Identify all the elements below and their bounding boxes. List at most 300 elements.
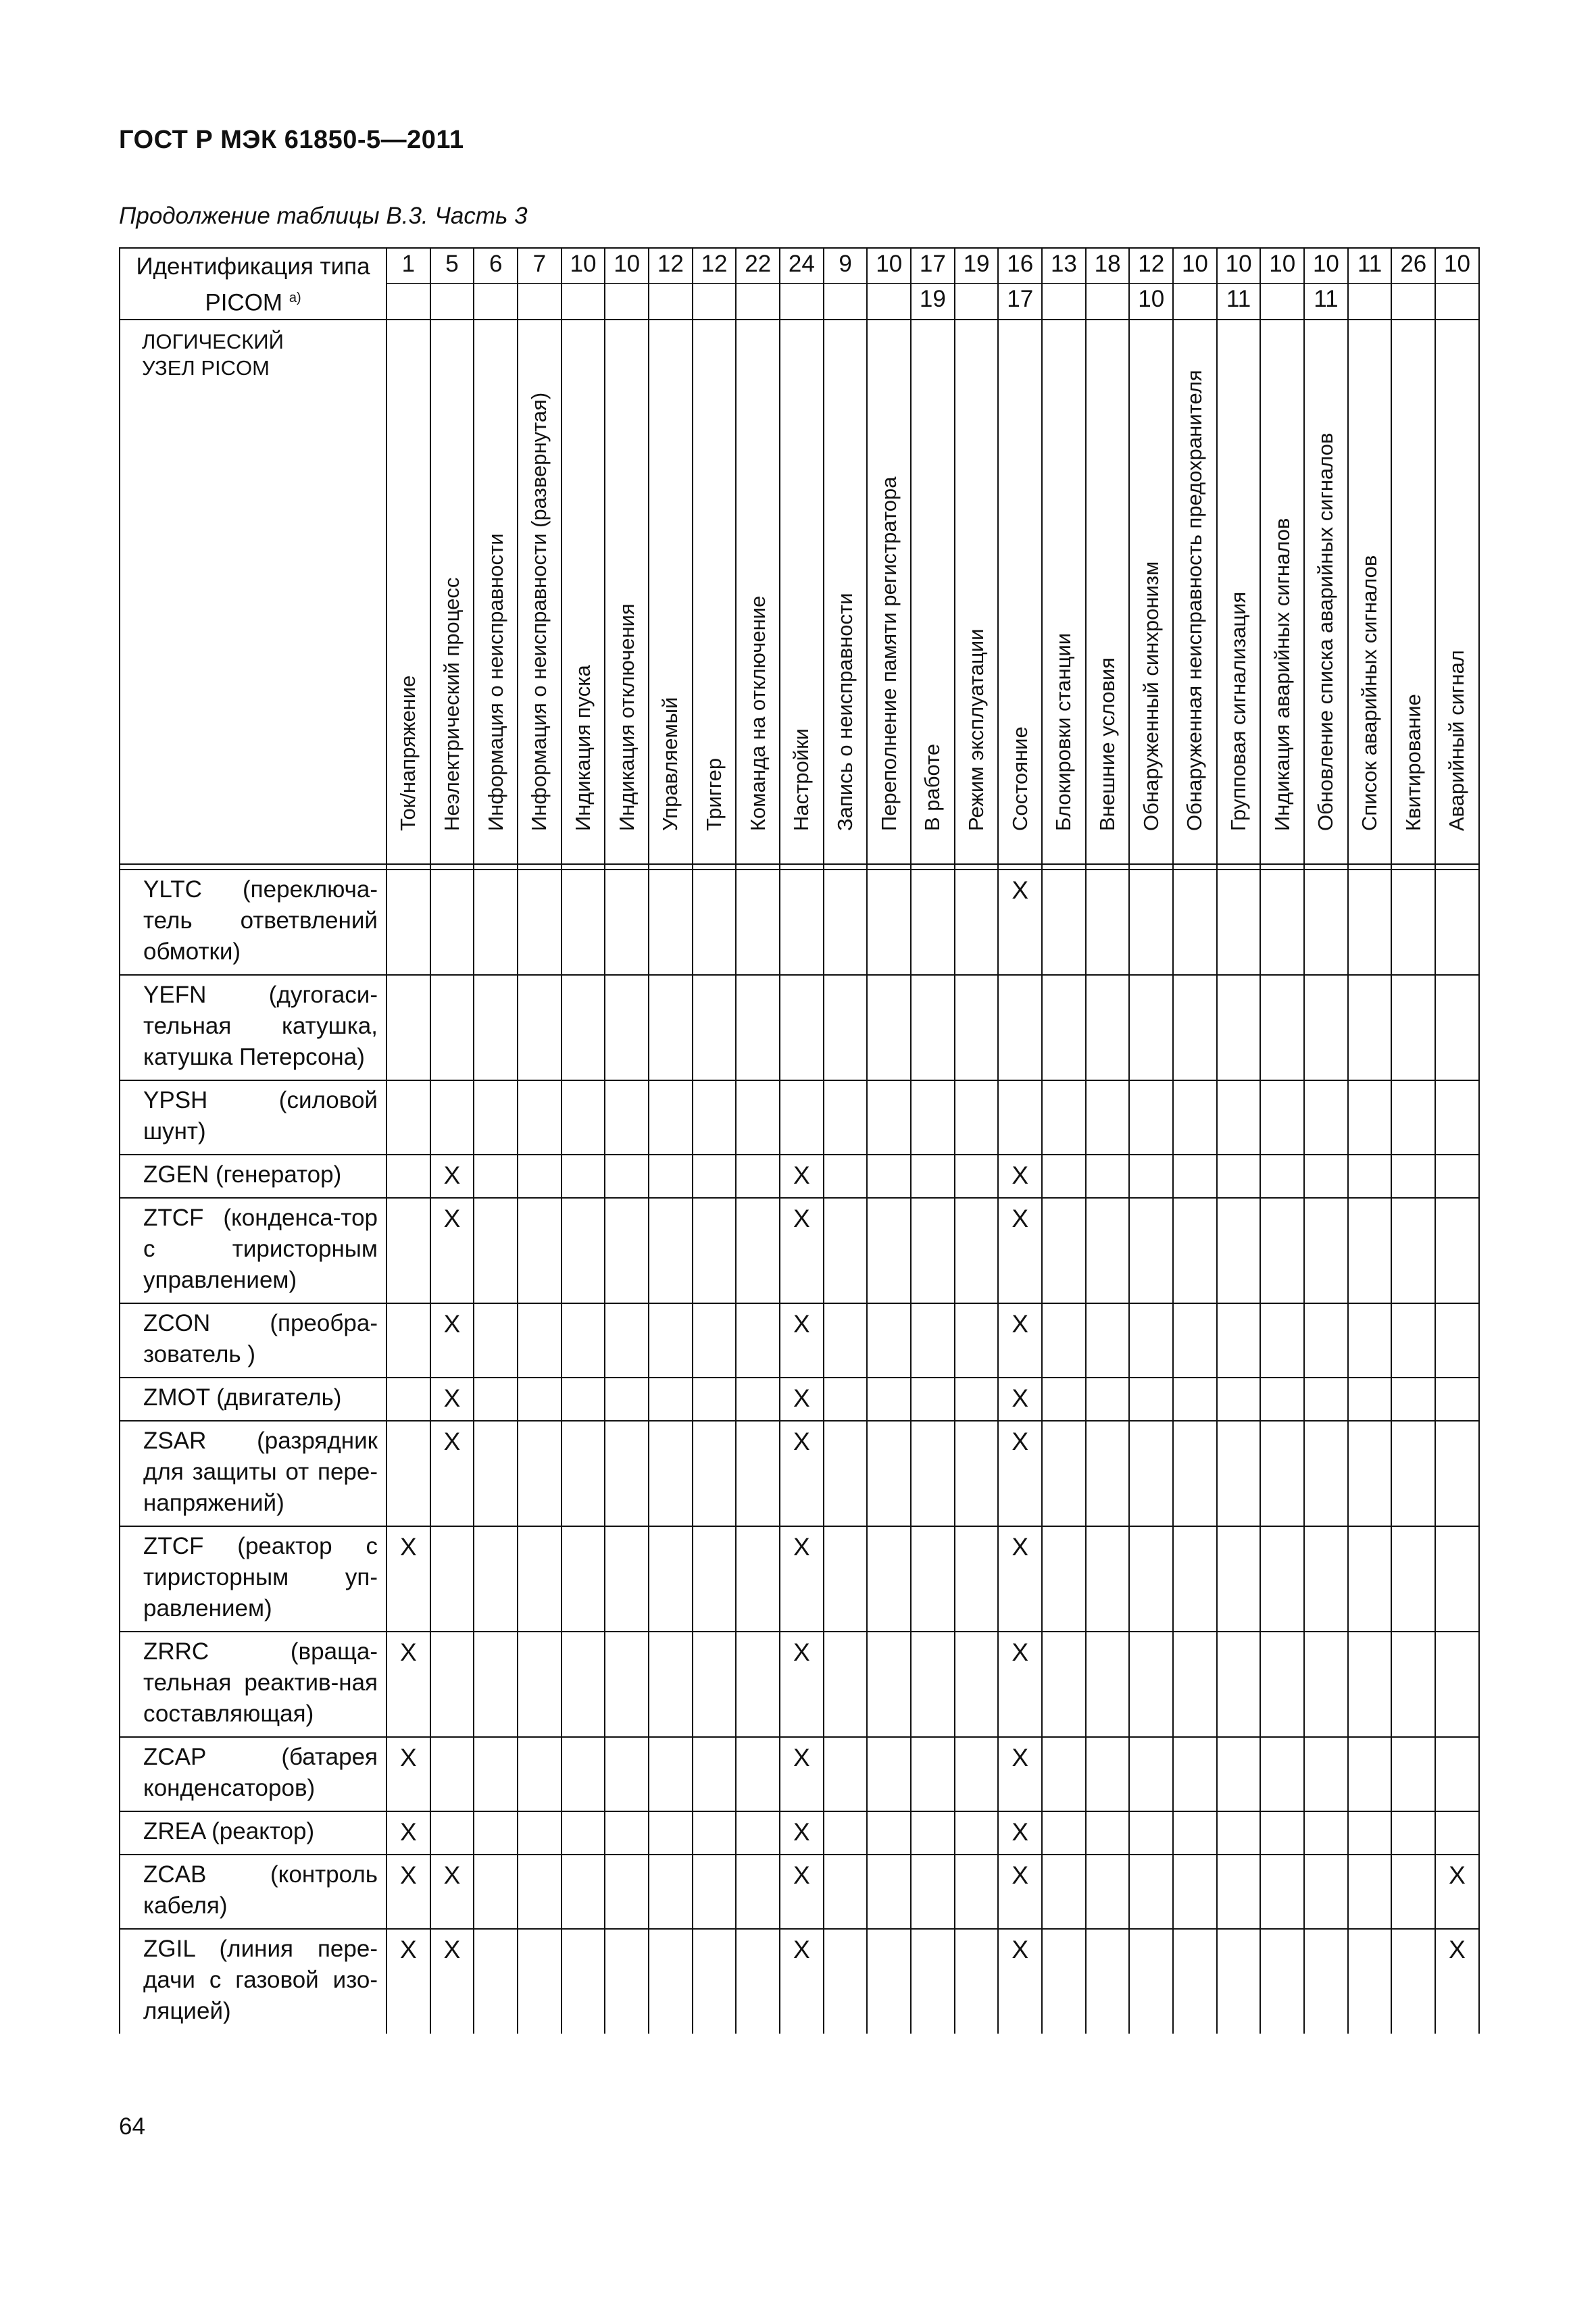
mark-cell — [474, 1155, 518, 1198]
column-header — [955, 320, 999, 864]
mark-cell — [1348, 1303, 1392, 1378]
table-row — [120, 1155, 1479, 1198]
mark-cell — [911, 1080, 955, 1155]
header-separator — [474, 864, 518, 870]
mark-cell — [1217, 1378, 1261, 1421]
picom-type-number-secondary — [736, 284, 780, 320]
mark-cell — [736, 1855, 780, 1929]
picom-type-number: 11 — [1348, 248, 1392, 284]
mark-cell — [955, 1080, 999, 1155]
picom-type-number: 10 — [1173, 248, 1217, 284]
mark-cell — [824, 975, 868, 1080]
header-separator — [430, 864, 474, 870]
mark-cell — [430, 1811, 474, 1855]
mark-cell — [1348, 1632, 1392, 1737]
header-separator — [649, 864, 693, 870]
column-header-label: Настройки — [789, 728, 814, 831]
mark-cell — [911, 1929, 955, 2034]
column-header-label: Блокировки станции — [1051, 632, 1076, 831]
mark-cell — [605, 1155, 649, 1198]
mark-cell — [693, 1737, 737, 1811]
mark-cell — [911, 1526, 955, 1632]
column-header — [1086, 320, 1130, 864]
mark-cell — [824, 1632, 868, 1737]
mark-cell — [1260, 1303, 1304, 1378]
mark-cell — [1348, 1737, 1392, 1811]
mark-cell — [1391, 975, 1435, 1080]
mark-cell: X — [998, 1929, 1042, 2034]
picom-type-number-secondary — [649, 284, 693, 320]
page-number: 64 — [119, 2113, 145, 2140]
mark-cell: X — [386, 1811, 430, 1855]
picom-type-number: 5 — [430, 248, 474, 284]
mark-cell — [1086, 975, 1130, 1080]
mark-cell — [867, 1929, 911, 2034]
picom-type-number: 12 — [1129, 248, 1173, 284]
header-separator — [867, 864, 911, 870]
table-row — [120, 1526, 1479, 1632]
picom-type-number-secondary — [1173, 284, 1217, 320]
mark-cell: X — [386, 1632, 430, 1737]
mark-cell — [1217, 1198, 1261, 1303]
column-header — [693, 320, 737, 864]
logical-node-name: ZSAR (разрядник для защиты от пере-напряжений) — [120, 1421, 386, 1526]
header-separator — [911, 864, 955, 870]
mark-cell — [736, 1378, 780, 1421]
mark-cell — [518, 1632, 562, 1737]
mark-cell — [824, 870, 868, 975]
mark-cell — [518, 1811, 562, 1855]
column-header-label: Команда на отключение — [745, 595, 770, 831]
mark-cell — [911, 1737, 955, 1811]
mark-cell — [867, 975, 911, 1080]
logical-node-name: ZMOT (двигатель) — [120, 1378, 386, 1421]
mark-cell — [911, 1155, 955, 1198]
picom-type-number: 1 — [386, 248, 430, 284]
table-row — [120, 1080, 1479, 1155]
header-separator — [1435, 864, 1479, 870]
mark-cell — [1042, 1929, 1086, 2034]
mark-cell — [1260, 1737, 1304, 1811]
picom-type-number: 6 — [474, 248, 518, 284]
mark-cell: X — [780, 1303, 824, 1378]
column-header-label: Квитирование — [1401, 693, 1425, 831]
table-row — [120, 1929, 1479, 2034]
mark-cell — [1217, 870, 1261, 975]
header-separator — [562, 864, 605, 870]
mark-cell — [736, 1811, 780, 1855]
table-row — [120, 1198, 1479, 1303]
mark-cell — [1348, 1378, 1392, 1421]
mark-cell — [867, 1378, 911, 1421]
mark-cell — [1435, 870, 1479, 975]
mark-cell — [474, 1303, 518, 1378]
mark-cell — [1086, 1303, 1130, 1378]
mark-cell — [1217, 975, 1261, 1080]
mark-cell — [1173, 1378, 1217, 1421]
mark-cell: X — [780, 1378, 824, 1421]
mark-cell — [1042, 1378, 1086, 1421]
mark-cell — [1391, 1378, 1435, 1421]
mark-cell — [518, 1737, 562, 1811]
column-header — [1391, 320, 1435, 864]
mark-cell — [1348, 1080, 1392, 1155]
mark-cell — [1391, 1198, 1435, 1303]
mark-cell — [693, 975, 737, 1080]
mark-cell — [955, 1303, 999, 1378]
mark-cell — [474, 1198, 518, 1303]
picom-type-number-secondary — [780, 284, 824, 320]
picom-type-number-secondary — [605, 284, 649, 320]
mark-cell — [430, 1080, 474, 1155]
mark-cell — [386, 1198, 430, 1303]
column-header — [1129, 320, 1173, 864]
picom-type-number-secondary — [867, 284, 911, 320]
mark-cell — [605, 1855, 649, 1929]
mark-cell — [1391, 1855, 1435, 1929]
mark-cell — [911, 1378, 955, 1421]
column-header — [911, 320, 955, 864]
column-header-label: Список аварийных сигналов — [1357, 555, 1382, 831]
mark-cell — [649, 1303, 693, 1378]
ident-type-footnote: a) — [289, 291, 301, 305]
mark-cell — [1042, 1421, 1086, 1526]
mark-cell — [955, 1198, 999, 1303]
mark-cell — [867, 870, 911, 975]
mark-cell — [867, 1811, 911, 1855]
mark-cell — [998, 975, 1042, 1080]
mark-cell — [518, 1855, 562, 1929]
column-header — [518, 320, 562, 864]
mark-cell — [1348, 1198, 1392, 1303]
mark-cell — [518, 975, 562, 1080]
mark-cell — [1173, 1421, 1217, 1526]
picom-type-number: 24 — [780, 248, 824, 284]
mark-cell — [386, 870, 430, 975]
logical-node-header — [120, 320, 386, 864]
table-row — [120, 1303, 1479, 1378]
mark-cell — [1129, 870, 1173, 975]
picom-type-number-secondary: 11 — [1217, 284, 1261, 320]
mark-cell — [1260, 1526, 1304, 1632]
logical-node-name: ZRRC (враща-тельная реактив-ная составляющая) — [120, 1632, 386, 1737]
mark-cell — [1173, 1080, 1217, 1155]
mark-cell — [824, 1855, 868, 1929]
mark-cell — [911, 1198, 955, 1303]
logical-node-name: ZGIL (линия пере-дачи с газовой изо-ляцией) — [120, 1929, 386, 2034]
mark-cell — [1042, 1811, 1086, 1855]
mark-cell — [1304, 1632, 1348, 1737]
mark-cell — [780, 975, 824, 1080]
mark-cell — [649, 1378, 693, 1421]
logical-node-name: YPSH (силовой шунт) — [120, 1080, 386, 1155]
mark-cell — [1435, 975, 1479, 1080]
column-header-label: Информация о неисправности (развернутая) — [527, 392, 551, 831]
column-header-label: Информация о неисправности — [483, 533, 507, 831]
mark-cell: X — [998, 1421, 1042, 1526]
logical-node-name: ZGEN (генератор) — [120, 1155, 386, 1198]
mark-cell: X — [998, 1303, 1042, 1378]
mark-cell — [1304, 1378, 1348, 1421]
mark-cell — [1042, 1303, 1086, 1378]
mark-cell — [430, 1526, 474, 1632]
mark-cell — [1391, 1811, 1435, 1855]
mark-cell: X — [998, 1155, 1042, 1198]
column-header — [824, 320, 868, 864]
column-header-label: Групповая сигнализация — [1226, 591, 1251, 831]
picom-type-number: 26 — [1391, 248, 1435, 284]
mark-cell — [867, 1855, 911, 1929]
mark-cell — [1391, 1632, 1435, 1737]
column-header-label: Запись о неисправности — [833, 593, 857, 831]
column-header-label: Управляемый — [658, 697, 682, 831]
picom-type-number-secondary — [474, 284, 518, 320]
logical-node-name: ZCAP (батарея конденсаторов) — [120, 1737, 386, 1811]
mark-cell — [867, 1526, 911, 1632]
mark-cell — [911, 1632, 955, 1737]
mark-cell — [693, 870, 737, 975]
mark-cell: X — [386, 1855, 430, 1929]
mark-cell — [955, 1632, 999, 1737]
table-row — [120, 1632, 1479, 1737]
picom-type-number-secondary — [693, 284, 737, 320]
mark-cell — [1086, 1378, 1130, 1421]
mark-cell — [605, 870, 649, 975]
mark-cell — [1086, 1855, 1130, 1929]
mark-cell — [1304, 1855, 1348, 1929]
mark-cell — [430, 1737, 474, 1811]
mark-cell — [736, 1198, 780, 1303]
mark-cell: X — [998, 1198, 1042, 1303]
header-separator — [1173, 864, 1217, 870]
mark-cell — [911, 870, 955, 975]
mark-cell — [824, 1080, 868, 1155]
mark-cell — [474, 1526, 518, 1632]
mark-cell — [1348, 1421, 1392, 1526]
mark-cell — [1042, 1632, 1086, 1737]
mark-cell — [1391, 1303, 1435, 1378]
mark-cell — [736, 1421, 780, 1526]
picom-type-number-secondary — [824, 284, 868, 320]
mark-cell — [1304, 1737, 1348, 1811]
picom-table — [119, 247, 1480, 2034]
mark-cell — [562, 1929, 605, 2034]
mark-cell — [518, 1303, 562, 1378]
mark-cell — [911, 1811, 955, 1855]
mark-cell — [1348, 870, 1392, 975]
mark-cell — [955, 1526, 999, 1632]
header-separator — [1348, 864, 1392, 870]
mark-cell — [736, 1737, 780, 1811]
header-separator — [1217, 864, 1261, 870]
mark-cell — [562, 1080, 605, 1155]
mark-cell — [1348, 975, 1392, 1080]
mark-cell — [1042, 1855, 1086, 1929]
picom-type-number: 10 — [1304, 248, 1348, 284]
mark-cell: X — [780, 1198, 824, 1303]
column-header-label: Индикация аварийных сигналов — [1270, 518, 1294, 831]
mark-cell — [867, 1080, 911, 1155]
column-header-label: Аварийный сигнал — [1445, 649, 1469, 831]
mark-cell — [386, 1421, 430, 1526]
mark-cell — [867, 1155, 911, 1198]
mark-cell — [1086, 1737, 1130, 1811]
mark-cell — [1217, 1929, 1261, 2034]
mark-cell: X — [998, 1378, 1042, 1421]
mark-cell — [386, 1303, 430, 1378]
header-separator — [1129, 864, 1173, 870]
mark-cell — [824, 1929, 868, 2034]
mark-cell — [1129, 975, 1173, 1080]
mark-cell — [1348, 1526, 1392, 1632]
header-separator — [120, 864, 386, 870]
mark-cell: X — [430, 1855, 474, 1929]
picom-type-number: 10 — [1260, 248, 1304, 284]
mark-cell — [386, 1378, 430, 1421]
mark-cell — [955, 1855, 999, 1929]
mark-cell — [1391, 1526, 1435, 1632]
header-separator — [1086, 864, 1130, 870]
mark-cell — [955, 1737, 999, 1811]
mark-cell — [1391, 1929, 1435, 2034]
picom-type-number: 10 — [867, 248, 911, 284]
mark-cell — [649, 870, 693, 975]
mark-cell — [1129, 1303, 1173, 1378]
mark-cell — [1173, 1811, 1217, 1855]
mark-cell: X — [1435, 1855, 1479, 1929]
mark-cell — [1435, 1080, 1479, 1155]
mark-cell — [736, 1632, 780, 1737]
column-header — [1042, 320, 1086, 864]
mark-cell — [1217, 1526, 1261, 1632]
mark-cell — [1217, 1737, 1261, 1811]
header-separator — [736, 864, 780, 870]
mark-cell — [955, 1811, 999, 1855]
mark-cell — [605, 1811, 649, 1855]
mark-cell — [867, 1421, 911, 1526]
mark-cell — [1260, 870, 1304, 975]
mark-cell — [1042, 1737, 1086, 1811]
mark-cell — [1304, 1526, 1348, 1632]
mark-cell — [1173, 1855, 1217, 1929]
mark-cell — [649, 1855, 693, 1929]
mark-cell — [1217, 1855, 1261, 1929]
table-row — [120, 1855, 1479, 1929]
mark-cell — [824, 1811, 868, 1855]
mark-cell: X — [430, 1378, 474, 1421]
header-separator — [518, 864, 562, 870]
mark-cell — [1391, 1080, 1435, 1155]
mark-cell: X — [780, 1929, 824, 2034]
mark-cell: X — [430, 1155, 474, 1198]
picom-type-number-secondary — [1042, 284, 1086, 320]
picom-type-number: 10 — [1435, 248, 1479, 284]
picom-type-number-secondary — [1086, 284, 1130, 320]
column-header — [386, 320, 430, 864]
picom-type-number-secondary — [562, 284, 605, 320]
mark-cell — [693, 1526, 737, 1632]
mark-cell — [1435, 1811, 1479, 1855]
mark-cell — [1129, 1198, 1173, 1303]
mark-cell — [562, 1198, 605, 1303]
header-separator — [1391, 864, 1435, 870]
mark-cell — [1348, 1855, 1392, 1929]
mark-cell — [518, 1526, 562, 1632]
mark-cell — [736, 1155, 780, 1198]
mark-cell: X — [780, 1737, 824, 1811]
mark-cell — [693, 1303, 737, 1378]
mark-cell — [1260, 975, 1304, 1080]
picom-type-number-secondary: 17 — [998, 284, 1042, 320]
mark-cell — [693, 1080, 737, 1155]
column-header — [474, 320, 518, 864]
mark-cell — [1173, 975, 1217, 1080]
mark-cell — [605, 1737, 649, 1811]
mark-cell — [1348, 1811, 1392, 1855]
mark-cell: X — [998, 1811, 1042, 1855]
mark-cell — [1304, 975, 1348, 1080]
column-header — [1217, 320, 1261, 864]
mark-cell — [911, 1421, 955, 1526]
mark-cell — [1260, 1198, 1304, 1303]
mark-cell — [736, 1526, 780, 1632]
mark-cell — [1042, 1155, 1086, 1198]
mark-cell — [1435, 1378, 1479, 1421]
column-header — [736, 320, 780, 864]
mark-cell — [693, 1855, 737, 1929]
mark-cell — [824, 1198, 868, 1303]
mark-cell — [1173, 1929, 1217, 2034]
mark-cell: X — [386, 1526, 430, 1632]
mark-cell: X — [780, 1855, 824, 1929]
picom-type-number: 18 — [1086, 248, 1130, 284]
mark-cell — [518, 1080, 562, 1155]
column-header-label: Обнаруженная неисправность предохранителя — [1182, 370, 1207, 831]
column-header — [867, 320, 911, 864]
mark-cell — [736, 1080, 780, 1155]
mark-cell — [649, 975, 693, 1080]
picom-type-number-secondary — [1435, 284, 1479, 320]
document-title: ГОСТ Р МЭК 61850-5—2011 — [119, 126, 464, 154]
mark-cell — [518, 1155, 562, 1198]
mark-cell — [736, 1929, 780, 2034]
mark-cell — [1129, 1378, 1173, 1421]
mark-cell — [562, 1811, 605, 1855]
mark-cell — [1260, 1929, 1304, 2034]
mark-cell: X — [998, 870, 1042, 975]
mark-cell: X — [998, 1632, 1042, 1737]
mark-cell: X — [430, 1421, 474, 1526]
mark-cell — [824, 1378, 868, 1421]
mark-cell — [430, 975, 474, 1080]
mark-cell — [1260, 1421, 1304, 1526]
mark-cell — [1086, 1080, 1130, 1155]
mark-cell — [474, 1080, 518, 1155]
mark-cell — [605, 1080, 649, 1155]
table-row — [120, 1811, 1479, 1855]
mark-cell — [1129, 1421, 1173, 1526]
mark-cell — [649, 1421, 693, 1526]
mark-cell — [649, 1198, 693, 1303]
column-header — [1304, 320, 1348, 864]
table-row — [120, 975, 1479, 1080]
mark-cell — [955, 1421, 999, 1526]
mark-cell: X — [998, 1526, 1042, 1632]
mark-cell — [1217, 1080, 1261, 1155]
mark-cell — [605, 975, 649, 1080]
mark-cell — [605, 1421, 649, 1526]
column-header-label: Ток/напряжение — [396, 675, 420, 831]
